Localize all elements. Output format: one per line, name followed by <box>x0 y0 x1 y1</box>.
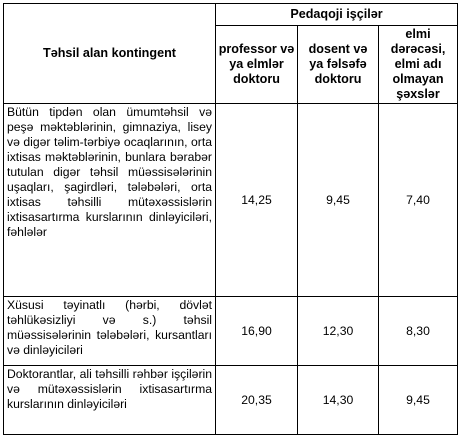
value-professor: 16,90 <box>216 297 298 366</box>
value-no-degree: 9,45 <box>379 366 458 435</box>
value-docent: 12,30 <box>298 297 379 366</box>
header-col-professor <box>216 26 298 104</box>
row-label-general-schools: Bütün tipdən olan ümumtəhsil və peşə məktəblərinin, gimnaziya, lisey və digər təlim-tərbiyə ocaqlarının, orta ixtisas məktəblərinin, bunlara bərabər tutulan digər təhsil müəssisələrinin uşaqları, şagirdləri, tələbələri, orta ixtisas təhsilli mütəxəssislərin ixtisasartırma kurslarının dinləyiciləri, fəhlələr <box>4 104 216 297</box>
header-student-contingent: Təhsil alan kontingent <box>4 4 216 104</box>
row-label-special-purpose: Xüsusi təyinatlı (hərbi, dövlət təhlükəsizliyi və s.) təhsil müəssisələrinin tələbələri, kursantları və dinləyiciləri <box>4 297 216 366</box>
header-col-docent-text: dosent və ya fəlsəfə doktoru <box>308 42 368 86</box>
value-no-degree: 7,40 <box>379 104 458 297</box>
row-label-doctoral: Doktorantlar, ali təhsilli rəhbər işçilərin və mütəxəssislərin ixtisasartırma kurslarının dinləyiciləri <box>4 366 216 435</box>
value-professor: 14,25 <box>216 104 298 297</box>
table-row <box>4 297 458 366</box>
value-no-degree: 8,30 <box>379 297 458 366</box>
header-col-docent <box>298 26 379 104</box>
header-col-no-degree-text: elmi dərəcəsi, elmi adı olmayan şəxslər <box>390 27 446 101</box>
value-docent: 14,30 <box>298 366 379 435</box>
table-row <box>4 366 458 435</box>
header-teaching-staff: Pedaqoji işçilər <box>216 4 458 26</box>
header-col-no-degree <box>379 26 458 104</box>
header-col-professor-text: professor və ya elmlər doktoru <box>218 42 295 86</box>
pay-rate-table <box>3 3 458 435</box>
value-docent: 9,45 <box>298 104 379 297</box>
value-professor: 20,35 <box>216 366 298 435</box>
table-row <box>4 104 458 297</box>
